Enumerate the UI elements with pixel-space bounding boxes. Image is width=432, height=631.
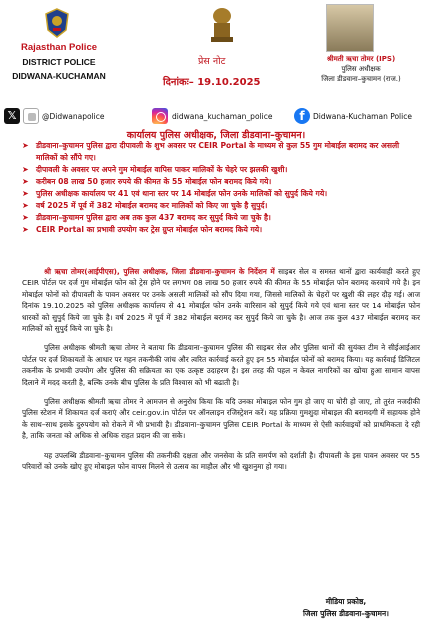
arrow-bullet-icon: ➤ [22,201,29,210]
organisation-block [0,42,118,81]
arrow-bullet-icon: ➤ [22,177,29,186]
letterhead [0,0,432,100]
paragraph-text: पुलिस अधीक्षक श्रीमती ऋचा तोमर ने आमजन से अनुरोध किया कि यदि उनका मोबाइल फोन गुम हो जाए या चोरी हो जाए, तो तुरंत नजदीकी पुलिस स्टेशन में शिकायत दर्ज कराएं और ceir.gov.in पोर्टल पर ऑनलाइन रजिस्ट्रेशन करें। यह प्रक्रिया गुमशुदा मोबाइल की बरामदगी में सहायक होने के साथ–साथ इसके दुरुपयोग को रोकने में भी प्रभावी है। डीडवाना–कुचामन पुलिस CEIR Portal के माध्यम से ऐसी कार्रवाइयों को प्राथमिकता दे रही है, ताकि जनता को अधिक से अधिक राहत प्रदान की जा सके। [22,397,420,441]
national-emblem-icon [208,6,236,46]
paragraph [22,266,420,334]
officer-photo [326,4,374,52]
arrow-bullet-icon: ➤ [22,141,29,150]
paragraph [22,396,420,442]
arrow-bullet-icon: ➤ [22,225,29,234]
arrow-bullet-icon: ➤ [22,165,29,174]
list-item [22,164,418,176]
signature-line-1: मीडिया प्रकोष्ठ, [325,597,367,606]
office-heading: कार्यालय पुलिस अधीक्षक, जिला डीडवाना–कुचामन। [126,130,306,141]
signature-line-2: जिला पुलिस डीडवाना–कुचामन। [302,609,389,618]
instagram-handle-link[interactable]: didwana_kuchaman_police [172,112,273,121]
paragraph-lead: श्री ऋचा तोमर(आईपीएस), पुलिस अधीक्षक, जिला डीडवाना–कुचामन के निर्देशन में [44,267,275,276]
arrow-bullet-icon: ➤ [22,213,29,222]
list-item [22,188,418,200]
district-label: DISTRICT POLICE [22,57,96,67]
signature-block [276,596,416,620]
twitter-handle-link[interactable]: @Didwanapolice [42,112,105,121]
list-item [22,140,418,164]
press-body [22,266,420,481]
facebook-outline-icon[interactable] [23,108,39,124]
paragraph [22,450,420,473]
bullet-text: डीडवाना–कुचामन पुलिस द्वारा अब तक कुल 437 बरामद कर सुपुर्द किये जा चुके है। [36,213,271,222]
list-item [22,200,418,212]
arrow-bullet-icon: ➤ [22,189,29,198]
officer-district: जिला डीडवाना–कुचामन (राज.) [321,75,401,83]
paragraph [22,342,420,388]
twitter-x-icon[interactable]: 𝕏 [4,108,20,124]
highlights-list [22,140,418,236]
bullet-text: दीपावली के अवसर पर अपने गुम मोबाईल वापिस पाकर मालिकों के चेहरे पर झलकी खुशी। [36,165,288,174]
paragraph-text: साइबर सेल व समस्त थानों द्वारा कार्यवाही करते हुए CEIR पोर्टल पर दर्ज गुम मोबाईल फोन को ट्रेस होने पर लगभग 08 लाख 50 हजार रुपये की कीमत के 55 मोबाईल फोन बरामद करवाये गये है। इन मोबाईल फोनों को दीपावली के पावन अवसर पर उनके असली मालिकों को सौंप दिया गया, जिससे मालिकों के चेहरों पर खुशी की लहर दौड़ गई। आज दिनांक 19.10.2025 को पुलिस अधीक्षक कार्यालय से 41 मोबाईल फोन उनके वारिसान को सुपुर्द किये गये एवं थाना स्तर पर 14 मोबाईल फोन धारकों को सुपुर्द किये जा चुके है। वर्ष 2025 में पूर्व में 382 मोबाईल बरामद कर सुपुर्द किये जा चुके है। आज तक कुल 437 मोबाईल बरामद कर मालिकों को सुपुर्द किये जा चुके है। [22,267,420,334]
officer-block [290,54,432,84]
instagram-icon[interactable] [152,108,168,124]
paragraph-text: यह उपलब्धि डीडवाना–कुचामन पुलिस की तकनीकी दक्षता और जनसेवा के प्रति समर्पण को दर्शाती है। दीपावली के इस पावन अवसर पर 55 परिवारों को उनके खोए हुए मोबाइल फोन वापस मिलने से उत्सव का माहौल और भी खुशनुमा हो गया। [22,450,420,472]
social-bar [0,102,432,128]
press-date: दिनांकः– 19.10.2025 [163,77,261,88]
bullet-text: डीडवाना–कुचामन पुलिस द्वारा दीपावली के शुभ अवसर पर CEIR Portal के माध्यम से कुल 55 गुम मोबाईल बरामद कर असली मालिकों को सौंपे गए। [36,141,400,162]
facebook-icon[interactable]: f [294,108,310,124]
facebook-page-link[interactable]: Didwana-Kuchaman Police [313,112,412,121]
bullet-text: करीबन 08 लाख 50 हजार रुपये की कीमत के 55 मोबाईल फोन बरामद किये गये। [36,177,272,186]
list-item [22,224,418,236]
bullet-text: पुलिस अधीक्षक कार्यालय पर 41 एवं थाना स्तर पर 14 मोबाईल फोन उनके मालिकों को सुपुर्द किये गये। [36,189,328,198]
officer-name: श्रीमती ऋचा तोमर (IPS) [326,55,396,63]
paragraph-text: पुलिस अधीक्षक श्रीमती ऋचा तोमर ने बताया कि डीडवाना–कुचामन पुलिस की साइबर सेल और पुलिस थानों की सुयंक्त टीम ने सीईआईआर पोर्टल पर दर्ज शिकायतों के आधार पर गहन तकनीकी जांच और त्वरित कार्रवाई करते हुए इन 55 मोबाईल फोनों को बरामद किया। यह कार्रवाई डिजिटल तकनीक के प्रभावी उपयोग और पुलिस की सक्रियता का एक उत्कृष्ट उदाहरण है। इस तरह की पहल न केवल नागरिकों का खोया हुआ सामान वापस दिलाने में मदद करती है, बल्कि उनके बीच पुलिस के प्रति विश्वास को भी बढाती है। [22,343,420,387]
rajasthan-police-logo-icon [44,8,70,38]
list-item [22,212,418,224]
place-label: DIDWANA-KUCHAMAN [12,71,106,81]
org-name: Rajasthan Police [20,42,98,53]
list-item [22,176,418,188]
press-note-label: प्रेस नोट [198,56,226,67]
bullet-text: वर्ष 2025 में पूर्व में 382 मोबाईल बरामद कर मालिकों को किए जा चुके है सुपुर्द। [36,201,268,210]
bullet-text: CEIR Portal का प्रभावी उपयोग कर ट्रेस ग्रुप्त मोबाईल फोन बरामद किये गये। [36,225,263,234]
officer-title: पुलिस अधीक्षक [341,65,381,73]
